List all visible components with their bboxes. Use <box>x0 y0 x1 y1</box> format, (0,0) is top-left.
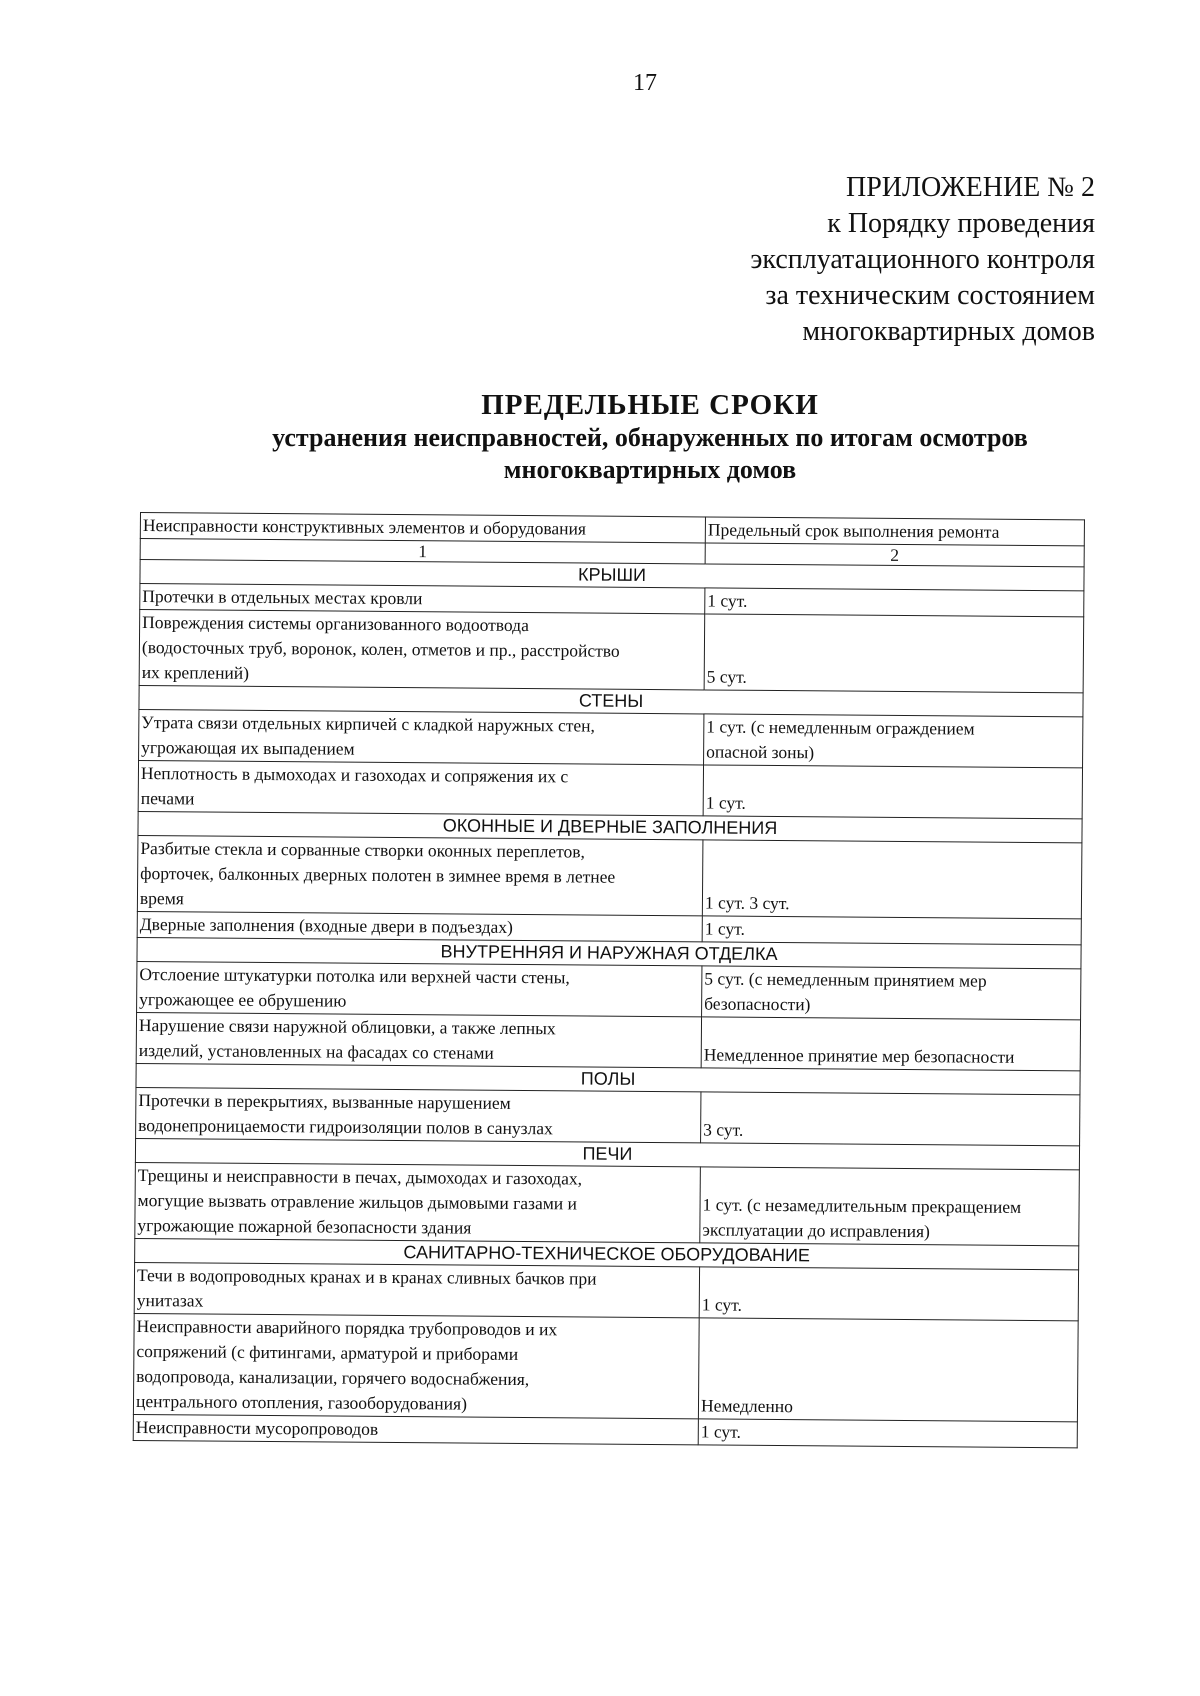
defect-cell: Отслоение штукатурки потолка или верхней части стены, угрожающее ее обрушению <box>137 961 702 1016</box>
table-row <box>137 961 1081 1019</box>
section-title: ОКОННЫЕ И ДВЕРНЫЕ ЗАПОЛНЕНИЯ <box>138 811 1082 842</box>
section-title: ПЕЧИ <box>135 1138 1079 1169</box>
defect-cell: Утрата связи отдельных кирпичей с кладкой наружных стен, угрожающая их выпадением <box>139 709 704 764</box>
section-title: СТЕНЫ <box>139 685 1083 716</box>
table-row <box>133 1313 1078 1421</box>
appendix-line: за техническим состоянием <box>765 280 1095 311</box>
defect-cell: Течи в водопроводных кранах и в кранах сливных бачков при унитазах <box>134 1262 699 1317</box>
appendix-title: ПРИЛОЖЕНИЕ № 2 <box>846 172 1095 203</box>
section-title: ПОЛЫ <box>136 1063 1080 1094</box>
appendix-line: к Порядку проведения <box>827 208 1095 239</box>
term-cell: 5 сут. <box>704 614 1084 693</box>
term-cell: 1 сут. (с незамедлительным прекращением эксплуатации до исправления) <box>700 1167 1080 1246</box>
section-title: ВНУТРЕННЯЯ И НАРУЖНАЯ ОТДЕЛКА <box>137 937 1081 968</box>
appendix-heading <box>750 170 1095 350</box>
term-cell: 1 сут. <box>702 916 1081 945</box>
defect-cell: Нарушение связи наружной облицовки, а также лепных изделий, установленных на фасадах со стенами <box>136 1012 701 1067</box>
title-subtitle: устранения неисправностей, обнаруженных по итогам осмотров <box>272 423 1028 452</box>
defect-cell: Протечки в отдельных местах кровли <box>140 584 705 614</box>
column-header-defects: Неисправности конструктивных элементов и оборудования <box>140 513 705 543</box>
document-title <box>150 388 1150 486</box>
defect-cell: Неплотность в дымоходах и газоходах и сопряжения их с печами <box>138 760 703 815</box>
table-row <box>137 835 1082 918</box>
defect-cell: Разбитые стекла и сорванные створки оконных переплетов, форточек, балконных дверных полотен в зимнее время в летнее время <box>137 835 703 915</box>
defect-cell: Протечки в перекрытиях, вызванные нарушением водонепроницаемости гидроизоляции полов в санузлах <box>136 1087 701 1142</box>
term-cell: 3 сут. <box>701 1092 1080 1146</box>
table-row <box>136 1012 1080 1070</box>
term-cell: Немедленное принятие мер безопасности <box>701 1017 1080 1071</box>
section-title: КРЫШИ <box>140 560 1084 591</box>
appendix-line: многоквартирных домов <box>802 316 1095 347</box>
title-subtitle: многоквартирных домов <box>503 455 797 484</box>
column-header-term: Предельный срок выполнения ремонта <box>705 517 1084 546</box>
page-number: 17 <box>633 70 657 96</box>
defect-cell: Повреждения системы организованного водоотвода (водосточных труб, воронок, колен, отметов и пр., расстройство их креплений) <box>139 610 705 690</box>
table-row <box>139 610 1084 693</box>
term-cell: 1 сут. <box>699 1267 1078 1321</box>
defect-cell: Дверные заполнения (входные двери в подъездах) <box>137 911 702 941</box>
appendix-line: эксплуатационного контроля <box>750 244 1095 275</box>
column-number: 2 <box>705 543 1084 567</box>
term-cell: Немедленно <box>698 1318 1078 1422</box>
deadlines-table <box>133 512 1084 1448</box>
table-row <box>135 1162 1080 1245</box>
section-title: САНИТАРНО-ТЕХНИЧЕСКОЕ ОБОРУДОВАНИЕ <box>135 1238 1079 1269</box>
term-cell: 5 сут. (с немедленным принятием мер безопасности) <box>702 966 1081 1020</box>
term-cell: 1 сут. 3 сут. <box>702 840 1082 919</box>
defect-cell: Трещины и неисправности в печах, дымоходах и газоходах, могущие вызвать отравление жильцов дымовыми газами и угрожающие пожарной безопасности здания <box>135 1162 701 1242</box>
table-row <box>136 1087 1080 1145</box>
term-cell: 1 сут. <box>698 1419 1077 1448</box>
column-number: 1 <box>140 539 705 564</box>
table-row <box>134 1262 1078 1320</box>
table-row <box>138 760 1082 818</box>
defect-cell: Неисправности мусоропроводов <box>133 1414 698 1444</box>
title-main: ПРЕДЕЛЬНЫЕ СРОКИ <box>481 389 819 421</box>
defect-cell: Неисправности аварийного порядка трубопроводов и их сопряжений (с фитингами, арматурой и приборами водопровода, канализации, горячего водоснабжения, центрального отопления, газооборудования) <box>133 1313 699 1418</box>
table-row <box>139 709 1083 767</box>
term-cell: 1 сут. <box>703 765 1082 819</box>
term-cell: 1 сут. (с немедленным ограждением опасной зоны) <box>704 714 1083 768</box>
term-cell: 1 сут. <box>705 588 1084 617</box>
